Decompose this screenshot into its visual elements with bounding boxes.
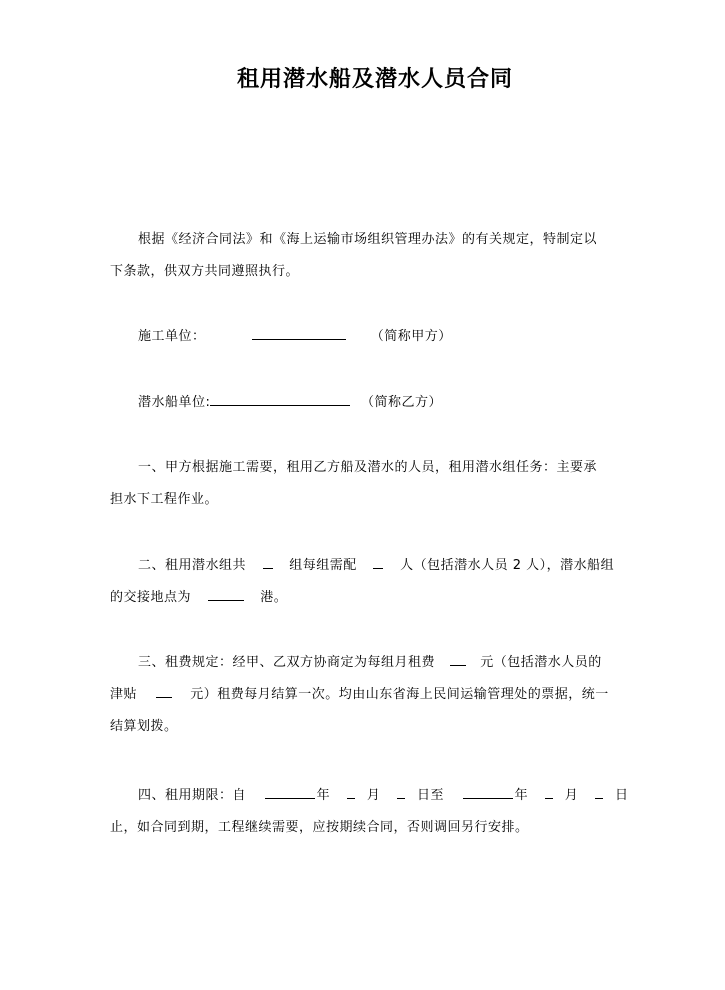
clause-4-end-year-label: 年 xyxy=(514,788,529,803)
clause-4-blank-end-day xyxy=(595,784,603,799)
clause-1-line-2: 担水下工程作业。 xyxy=(110,492,219,507)
intro-line-1: 根据《经济合同法》和《海上运输市场组织管理办法》的有关规定，特制定以 xyxy=(138,232,598,247)
clause-3-line-2 xyxy=(110,679,640,711)
clause-4 xyxy=(110,780,640,844)
clause-2-blank-port xyxy=(208,586,244,601)
clause-4-blank-start-year xyxy=(265,784,315,799)
clause-3-text-d: 元）租费每月结算一次。均由山东省海上民间运输管理处的票据，统一 xyxy=(190,687,609,702)
clause-4-start-year-label: 年 xyxy=(316,788,331,803)
clause-2-blank-groups xyxy=(263,554,273,569)
clause-2-text-c: 人（包括潜水人员 2 人），潜水船组 xyxy=(400,558,615,573)
clause-3-blank-allowance xyxy=(156,683,172,698)
clause-2-text-e: 港。 xyxy=(260,590,288,605)
clause-2-line-1 xyxy=(110,550,640,582)
clause-3-text-a: 三、租费规定：经甲、乙双方协商定为每组月租费 xyxy=(138,655,436,670)
clause-2-line-2 xyxy=(110,582,640,614)
document-title: 租用潜水船及潜水人员合同 xyxy=(236,67,513,92)
party-a-label: 施工单位： xyxy=(138,329,206,344)
intro-line-2: 下条款，供双方共同遵照执行。 xyxy=(110,264,300,279)
clause-4-end-month-label: 月 xyxy=(564,788,579,803)
clause-1-line-1: 一、甲方根据施工需要，租用乙方船及潜水的人员，租用潜水组任务：主要承 xyxy=(138,460,598,475)
party-b-suffix: （简称乙方） xyxy=(361,395,443,410)
clause-4-line-2: 止，如合同到期，工程继续需要，应按期续合同，否则调回另行安排。 xyxy=(110,820,529,835)
clause-4-blank-start-day xyxy=(397,784,405,799)
party-a-blank xyxy=(252,325,346,340)
clause-4-start-day-label: 日至 xyxy=(416,788,444,803)
clause-3-blank-rent xyxy=(450,651,466,666)
clause-2-text-a: 二、租用潜水组共 xyxy=(138,558,247,573)
clause-3-text-b: 元（包括潜水人员的 xyxy=(480,655,602,670)
clause-2-text-b: 组每组需配 xyxy=(289,558,357,573)
clause-3 xyxy=(110,647,640,743)
clause-3-text-c: 津贴 xyxy=(110,687,138,702)
clause-2 xyxy=(110,550,640,614)
clause-4-line-1 xyxy=(110,780,640,812)
clause-2-blank-persons xyxy=(373,554,383,569)
clause-1 xyxy=(110,452,640,516)
party-b-blank xyxy=(210,391,350,406)
clause-3-line-3: 结算划拨。 xyxy=(110,719,178,734)
clause-4-blank-end-year xyxy=(463,784,513,799)
party-b-line xyxy=(110,387,668,419)
party-a-suffix: （简称甲方） xyxy=(370,329,452,344)
clause-4-blank-end-month xyxy=(545,784,553,799)
intro-paragraph xyxy=(110,224,640,288)
clause-4-blank-start-month xyxy=(347,784,355,799)
clause-3-line-1 xyxy=(110,647,640,679)
clause-4-text-a: 四、租用期限：自 xyxy=(138,788,247,803)
clause-2-text-d: 的交接地点为 xyxy=(110,590,192,605)
party-b-label: 潜水船单位: xyxy=(138,395,211,410)
clause-4-end-day-label: 日 xyxy=(614,788,629,803)
party-a-line xyxy=(110,321,668,353)
clause-4-start-month-label: 月 xyxy=(366,788,381,803)
